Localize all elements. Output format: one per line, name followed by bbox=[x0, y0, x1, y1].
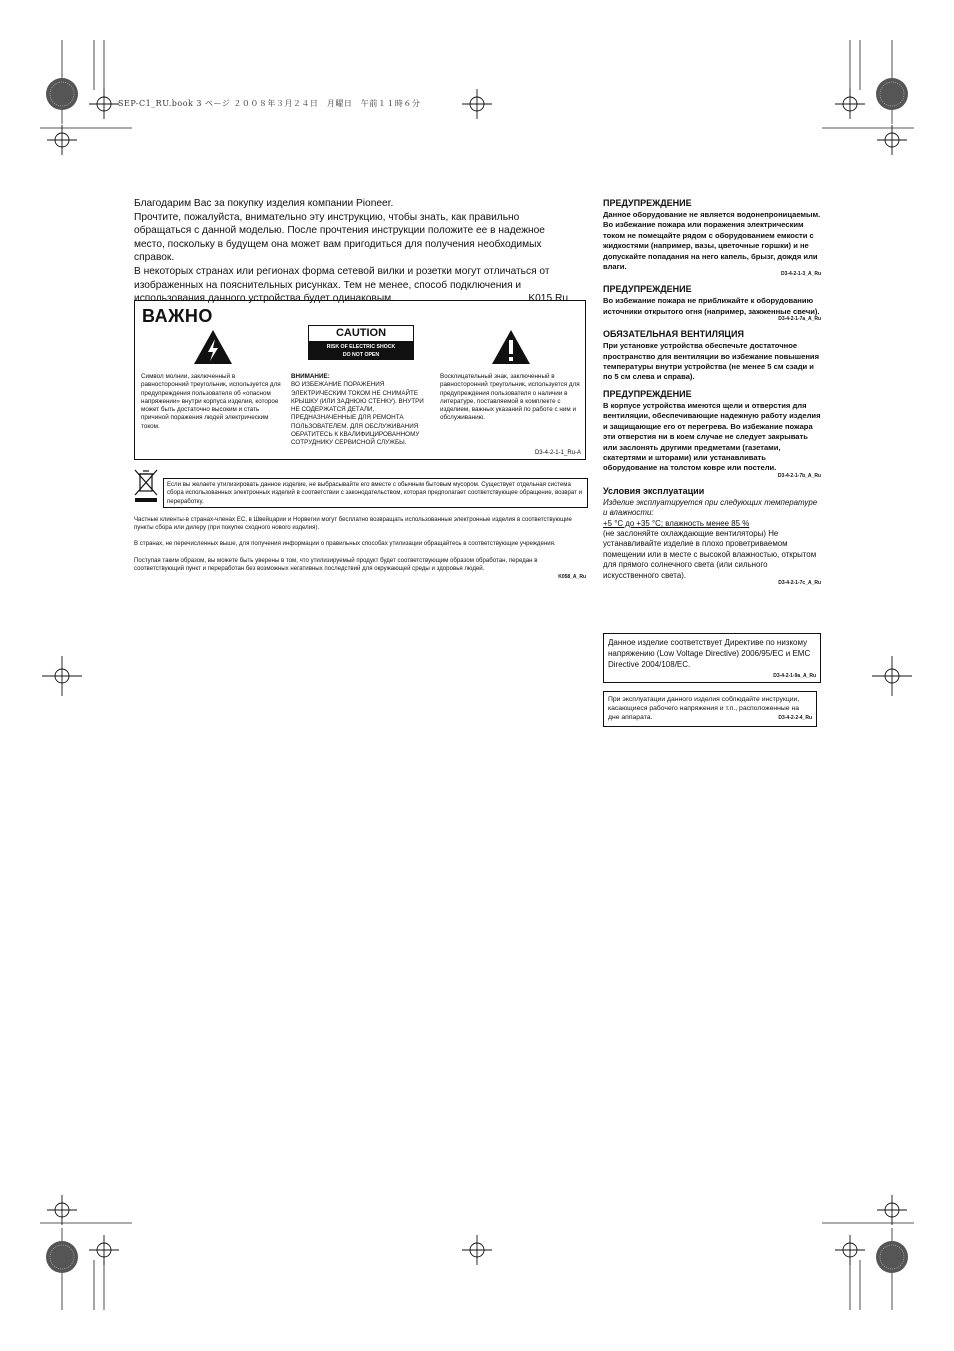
intro-line-1: Благодарим Вас за покупку изделия компании Pioneer. bbox=[134, 198, 394, 209]
important-title: ВАЖНО bbox=[142, 306, 213, 326]
warning-section-fire bbox=[603, 284, 821, 323]
section-code: D3-4-2-1-7c_A_Ru bbox=[778, 579, 821, 586]
section-body: Данное оборудование не является водонепроницаемым. Во избежание пожара или поражения электрическим током не помещайте рядом с оборудованием емкости с жидкостями (например, вазы, цветочные горшки) и не допускайте попадания на него капель, брызг, дождя или влаги. bbox=[603, 210, 821, 272]
section-title: ОБЯЗАТЕЛЬНАЯ ВЕНТИЛЯЦИЯ bbox=[603, 329, 744, 340]
section-title: Условия эксплуатации bbox=[603, 485, 705, 496]
exclamation-description: Восклицательный знак, заключенный в равносторонний треугольник, используется для предупреждения пользователя о наличии в литературе, поставляемой в комплекте с изделием, важных указаний по работе с ним и обслуживанию. bbox=[440, 373, 580, 422]
intro-line-2: Прочтите, пожалуйста, внимательно эту инструкцию, чтобы знать, как правильно обращаться с данной моделью. После прочтения инструкции положите ее в надежное место, поскольку в будущем она может вам пригодиться для получения необходимых справок. bbox=[134, 211, 545, 264]
directive-text: Данное изделие соответствует Директиве по низкому напряжению (Low Voltage Directive) 2006/95/EC и EMC Directive 2004/108/EC. bbox=[608, 638, 811, 670]
directive-code: D3-4-2-1-9a_A_Ru bbox=[773, 672, 816, 679]
warning-heading: ВНИМАНИЕ: bbox=[291, 373, 330, 380]
intro-text bbox=[134, 197, 574, 306]
section-code: D3-4-2-1-3_A_Ru bbox=[780, 271, 821, 278]
disposal-paragraph-1: Частные клиенты-в странах-членах ЕС, в Швейцарии и Норвегии могут бесплатно возвращать использованные электронные изделия в соответствующие пункты сбора или дилеру (при покупке сходного нового изделия). bbox=[134, 516, 572, 532]
conditions-range: +5 °C до +35 °C; влажность менее 85 % bbox=[603, 518, 750, 528]
section-title: ПРЕДУПРЕЖДЕНИЕ bbox=[603, 198, 692, 208]
caution-label bbox=[308, 325, 414, 360]
voltage-note-box bbox=[603, 691, 817, 727]
disposal-paragraph-3: Поступая таким образом, вы можете быть уверены в том, что утилизируемый продукт будет соответствующим образом обработан, передан в соответствующий пункт и переработан без возможных негативных последствий для окружающей среды и здоровья людей. bbox=[134, 556, 538, 572]
directive-box bbox=[603, 633, 821, 683]
warning-text-block bbox=[291, 373, 431, 448]
section-body: Во избежание пожара не приближайте к оборудованию источники открытого огня (например, зажженные свечи). bbox=[603, 296, 820, 316]
caution-title: CAUTION bbox=[309, 326, 413, 342]
section-title: ПРЕДУПРЕЖДЕНИЕ bbox=[603, 388, 692, 399]
caution-subtitle bbox=[309, 342, 413, 359]
caution-sub-line-2: DO NOT OPEN bbox=[342, 352, 380, 358]
lightning-description: Символ молнии, заключенный в равносторонний треугольник, используется для предупреждения пользователя об «опасном напряжении» внутри корпуса изделия, которое может быть достаточно высоким и стать причиной поражения людей электрическим током. bbox=[141, 373, 281, 430]
section-body: В корпусе устройства имеются щели и отверстия для вентиляции, обеспечивающие надежную работу изделия и защищающие его от перегрева. Во избежание пожара эти отверстия ни в коем случае не следует закрывать или заслонять другими предметами (газетами, скатертями и шторами) или устанавливать оборудование на толстом ковре или постели. bbox=[603, 400, 821, 473]
intro-code: K015 Ru bbox=[528, 293, 568, 305]
voltage-note-text: При эксплуатации данного изделия соблюдайте инструкции, касающиеся рабочего напряжения и т.п., расположенные на дне аппарата. bbox=[608, 696, 800, 721]
disposal-notice-box: Если вы желаете утилизировать данное изделие, не выбрасывайте его вместе с обычным бытовым мусором. Существует отдельная система сбора использованных электронных изделий в соответствии с законодательством, которая предполагает соответствующее обращение, возврат и переработку. bbox=[163, 478, 588, 508]
caution-sub-line-1: RISK OF ELECTRIC SHOCK bbox=[326, 344, 396, 350]
conditions-intro: Изделие эксплуатируется при следующих температуре и влажности: bbox=[603, 497, 818, 518]
section-title: ПРЕДУПРЕЖДЕНИЕ bbox=[603, 284, 692, 295]
section-code: D3-4-2-1-7a_A_Ru bbox=[778, 316, 821, 323]
intro-line-3: В некоторых странах или регионах форма сетевой вилки и розетки могут отличаться от изображенных на пояснительных рисунках. Тем не менее, способ подключения и использования данного устройства будет одинаковым. K015 Ru bbox=[134, 265, 568, 305]
voltage-note-code: D3-4-2-2-4_Ru bbox=[778, 715, 812, 721]
warning-section-water bbox=[603, 198, 821, 278]
important-code: D3-4-2-1-1_Ru-A bbox=[534, 450, 581, 456]
conditions-body: (не заслоняйте охлаждающие вентиляторы) Не устанавливайте изделие в плохо проветриваемом помещении или в месте с высокой влажностью, открытом для прямого солнечного света (или сильного искусственного света). bbox=[603, 528, 817, 580]
section-body: При установке устройства обеспечьте достаточное пространство для вентиляции во избежание повышения температуры внутри устройства (не менее 5 см сзади и по 5 см слева и справа). bbox=[603, 341, 820, 382]
important-box bbox=[134, 300, 586, 460]
warning-body: ВО ИЗБЕЖАНИЕ ПОРАЖЕНИЯ ЭЛЕКТРИЧЕСКИМ ТОКОМ НЕ СНИМАЙТЕ КРЫШКУ (ИЛИ ЗАДНЮЮ СТЕНКУ). ВНУТРИ НЕ СОДЕРЖАТСЯ ДЕТАЛИ, ПРЕДНАЗНАЧЕННЫЕ ДЛЯ РЕМОНТА ПОЛЬЗОВАТЕЛЕМ. ДЛЯ ОБСЛУЖИВАНИЯ ОБРАТИТЕСЬ К КВАЛИФИЦИРОВАННОМУ СОТРУДНИКУ СЕРВИСНОЙ СЛУЖБЫ. bbox=[291, 381, 424, 447]
file-header-line: SEP-C1_RU.book 3 ページ ２００８年３月２４日 月曜日 午前１１時６分 bbox=[118, 99, 421, 108]
right-column bbox=[603, 198, 821, 593]
operating-conditions-section bbox=[603, 486, 821, 587]
warning-section-openings bbox=[603, 389, 821, 480]
exclamation-warning-icon bbox=[491, 329, 531, 365]
disposal-details bbox=[134, 516, 586, 580]
disposal-paragraph-2: В странах, не перечисленных выше, для получения информации о правильных способах утилизации обращайтесь в соответствующие учреждения. bbox=[134, 540, 556, 548]
disposal-code: K058_A_Ru bbox=[558, 574, 586, 581]
ventilation-section bbox=[603, 329, 821, 383]
crossed-bin-icon bbox=[134, 468, 158, 502]
lightning-warning-icon bbox=[193, 329, 233, 365]
section-code: D3-4-2-1-7b_A_Ru bbox=[777, 472, 821, 479]
